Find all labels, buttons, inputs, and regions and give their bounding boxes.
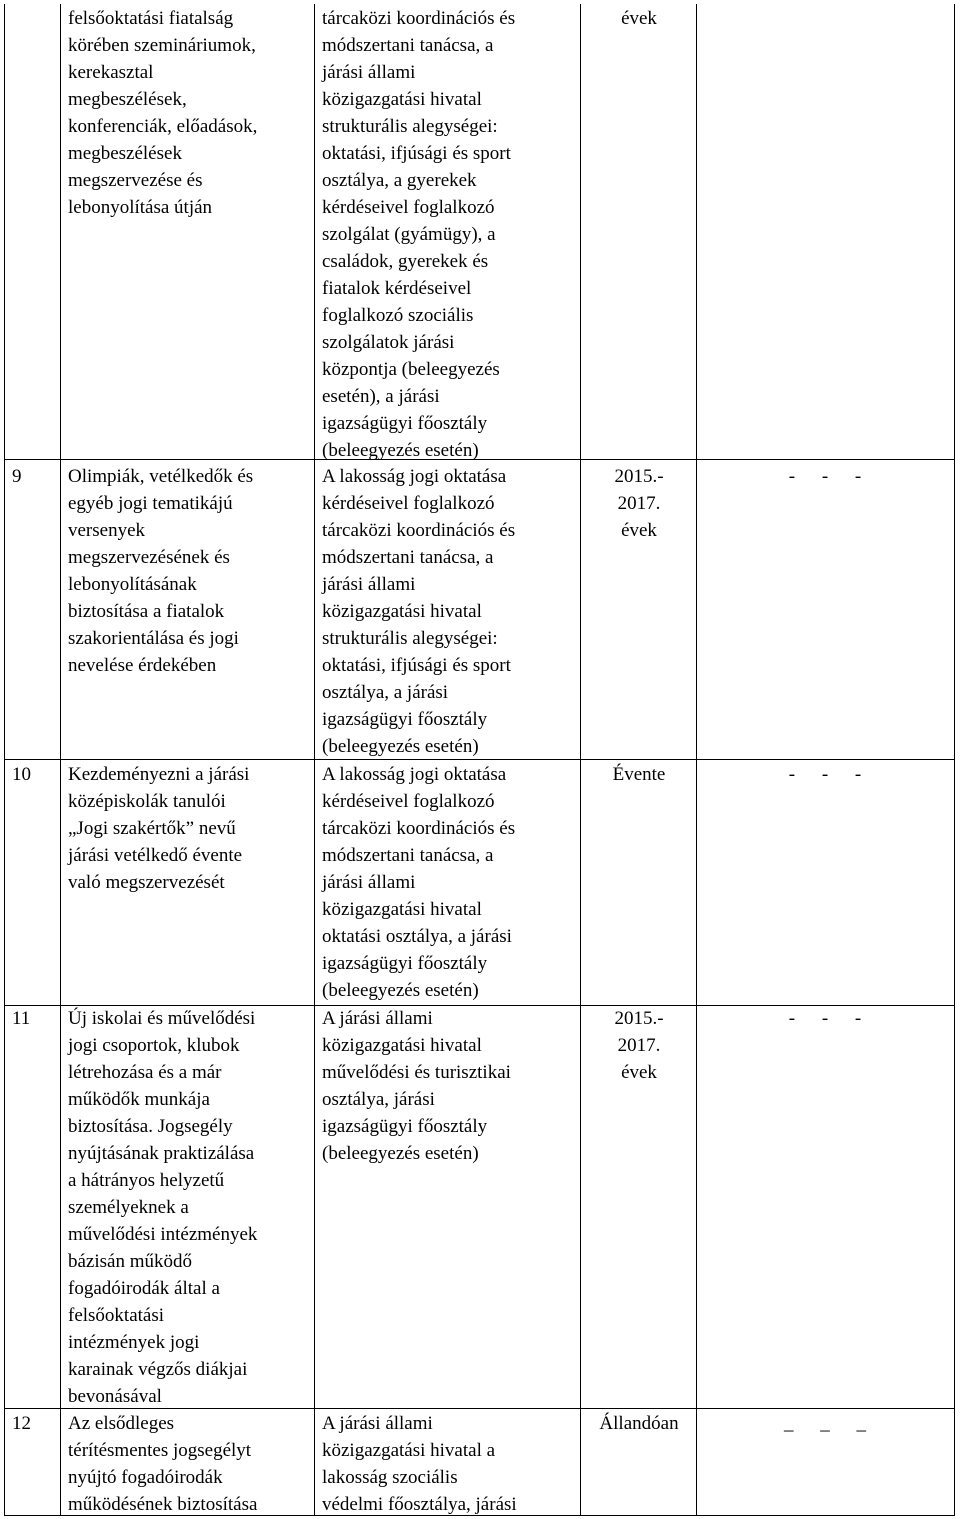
column-divider-3 (580, 4, 581, 1516)
deadline-cell: évek (621, 8, 657, 29)
funding-cell: _ _ _ (784, 1413, 866, 1434)
activity-cell: Olimpiák, vetélkedők és egyéb jogi tematikájú versenyek megszervezésének és lebonyolításának biztosítása a fiatalok szakorientálása és jogi nevelése érdekében (68, 466, 254, 676)
activity-cell: Az elsődleges térítésmentes jogsegélyt nyújtó fogadóirodák működésének biztosítása (68, 1413, 258, 1515)
column-divider-4 (696, 4, 697, 1516)
responsible-cell: A lakosság jogi oktatása kérdéseivel foglalkozó tárcaközi koordinációs és módszertani tanácsa, a járási állami közigazgatási hivatal oktatási osztálya, a járási igazságügyi főosztály (beleegyezés esetén) (322, 764, 516, 1001)
responsible-cell: tárcaközi koordinációs és módszertani tanácsa, a járási állami közigazgatási hivatal strukturális alegységei: oktatási, ifjúsági és sport osztálya, a gyerekek kérdéseivel foglalkozó szolgálat (gyámügy), a családok, gyerekek és fiatalok kérdéseivel foglalkozó szociális szolgálatok járási központja (beleegyezés esetén), a járási igazságügyi főosztály (beleegyezés esetén) (322, 8, 516, 461)
funding-cell: - - - (788, 764, 862, 785)
row-number: 11 (12, 1008, 31, 1029)
deadline-cell: 2015.- 2017. évek (614, 466, 664, 541)
responsible-cell: A lakosság jogi oktatása kérdéseivel foglalkozó tárcaközi koordinációs és módszertani tanácsa, a járási állami közigazgatási hivatal strukturális alegységei: oktatási, ifjúsági és sport osztálya, a járási igazságügyi főosztály (beleegyezés esetén) (322, 466, 516, 757)
activity-cell: Kezdeményezni a járási középiskolák tanulói „Jogi szakértők” nevű járási vetélkedő évente való megszervezését (68, 764, 250, 893)
deadline-cell: Állandóan (599, 1413, 679, 1434)
table (4, 4, 955, 1516)
row-number: 12 (12, 1413, 31, 1434)
activity-cell: felsőoktatási fiatalság körében szemináriumok, kerekasztal megbeszélések, konferenciák, előadások, megbeszélések megszervezése és lebonyolítása útján (68, 8, 258, 218)
funding-cell: - - - (788, 1008, 862, 1029)
column-divider-2 (314, 4, 315, 1516)
funding-cell: - - - (788, 466, 862, 487)
responsible-cell: A járási állami közigazgatási hivatal művelődési és turisztikai osztálya, járási igazságügyi főosztály (beleegyezés esetén) (322, 1008, 511, 1164)
row-number: 9 (12, 466, 22, 487)
deadline-cell: Évente (612, 764, 666, 785)
activity-cell: Új iskolai és művelődési jogi csoportok, klubok létrehozása és a már működők munkája biztosítása. Jogsegély nyújtásának praktizálása a hátrányos helyzetű személyeknek a művelődési intézmények bázisán működő fogadóirodák által a felsőoktatási intézmények jogi karainak végzős diákjai bevonásával (68, 1008, 258, 1407)
table-border-right (954, 4, 955, 1516)
column-divider-1 (60, 4, 61, 1516)
responsible-cell: A járási állami közigazgatási hivatal a lakosság szociális védelmi főosztálya, járási (322, 1413, 517, 1515)
deadline-cell: 2015.- 2017. évek (614, 1008, 664, 1083)
row-number: 10 (12, 764, 31, 785)
table-border-left (4, 4, 5, 1516)
